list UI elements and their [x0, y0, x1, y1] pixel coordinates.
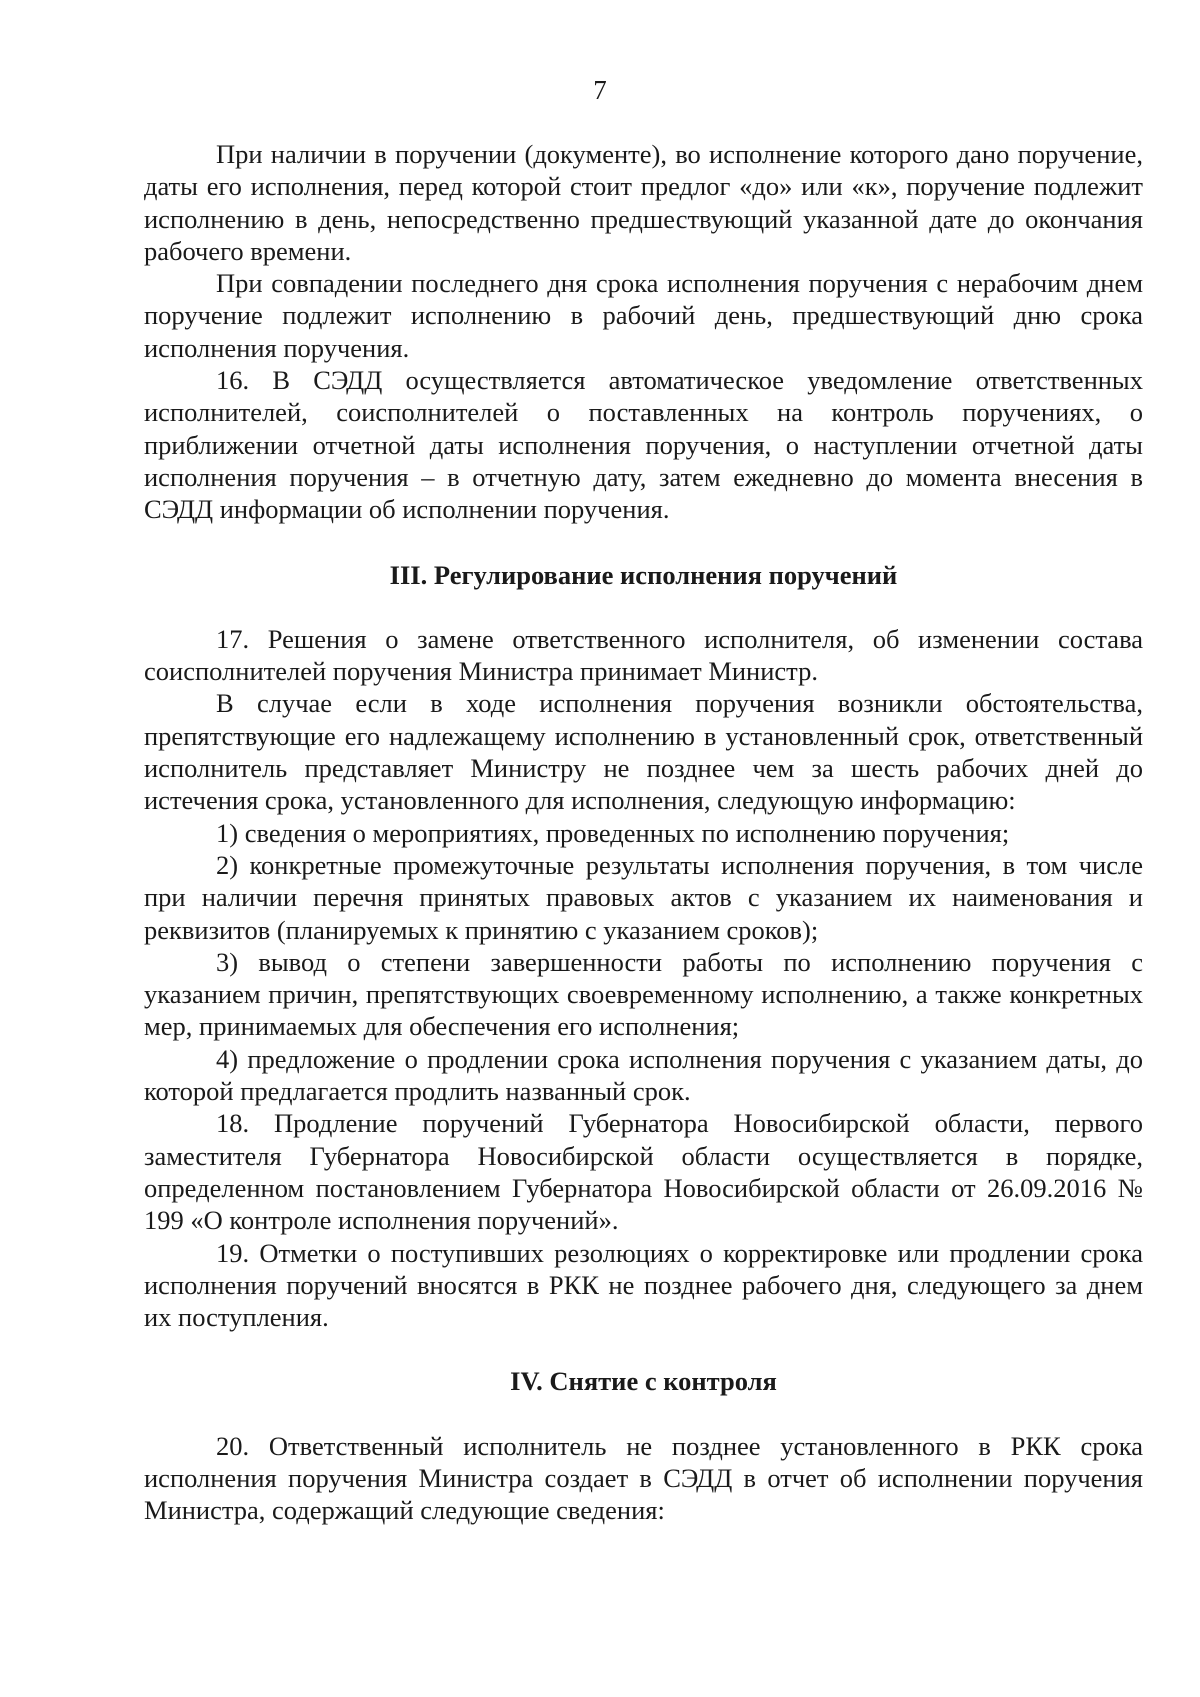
paragraph-16-notifications: 16. В СЭДД осуществляется автоматическое уведомление ответственных исполнителей, соисполнителей о поставленных на контроль поручениях, о приближении отчетной даты исполнения поручения, о наступлении отчетной даты исполнения поручения – в отчетную дату, затем ежедневно до момента внесения в СЭДД информации об исполнении поручения. [144, 365, 1143, 525]
paragraph-18-extension-procedure: 18. Продление поручений Губернатора Новосибирской области, первого заместителя Губернатора Новосибирской области осуществляется в порядке, определенном постановлением Губернатора Новосибирской области от 26.09.2016 № 199 «О контроле исполнения поручений». [144, 1108, 1143, 1236]
paragraph-20-execution-report: 20. Ответственный исполнитель не позднее установленного в РКК срока исполнения поручения Министра создает в СЭДД в отчет об исполнении поручения Министра, содержащий следующие сведения: [144, 1430, 1143, 1526]
section-3-heading: III. Регулирование исполнения поручений [389, 559, 898, 590]
paragraph-17-replacement-decisions: 17. Решения о замене ответственного исполнителя, об изменении состава соисполнителей поручения Министра принимает Министр. [144, 623, 1143, 687]
paragraph-circumstances-information: В случае если в ходе исполнения поручения возникли обстоятельства, препятствующие его надлежащему исполнению в установленный срок, ответственный исполнитель представляет Министру не позднее чем за шесть рабочих дней до истечения срока, установленного для исполнения, следующую информацию: [144, 688, 1143, 816]
list-item-3-completion-degree: 3) вывод о степени завершенности работы по исполнению поручения с указанием причин, препятствующих своевременному исполнению, а также конкретных мер, принимаемых для обеспечения его исполнения; [144, 946, 1143, 1042]
list-item-2-interim-results: 2) конкретные промежуточные результаты исполнения поручения, в том числе при наличии перечня принятых правовых актов с указанием их наименования и реквизитов (планируемых к принятию с указанием сроков); [144, 849, 1143, 945]
list-item-1-measures: 1) сведения о мероприятиях, проведенных по исполнению поручения; [216, 817, 1010, 848]
paragraph-non-working-day-rule: При совпадении последнего дня срока исполнения поручения с нерабочим днем поручение подлежит исполнению в рабочий день, предшествующий дню срока исполнения поручения. [144, 268, 1143, 363]
paragraph-date-preposition-rule: При наличии в поручении (документе), во исполнение которого дано поручение, даты его исполнения, перед которой стоит предлог «до» или «к», поручение подлежит исполнению в день, непосредственно предшествующий указанной дате до окончания рабочего времени. [144, 139, 1143, 266]
page-number: 7 [593, 75, 607, 105]
section-4-heading: IV. Снятие с контроля [510, 1366, 777, 1397]
list-item-4-extension-proposal: 4) предложение о продлении срока исполнения поручения с указанием даты, до которой предлагается продлить названный срок. [144, 1043, 1143, 1107]
document-body [144, 138, 1143, 1527]
paragraph-19-resolution-marks: 19. Отметки о поступивших резолюциях о корректировке или продлении срока исполнения поручений вносятся в РКК не позднее рабочего дня, следующего за днем их поступления. [144, 1237, 1143, 1333]
